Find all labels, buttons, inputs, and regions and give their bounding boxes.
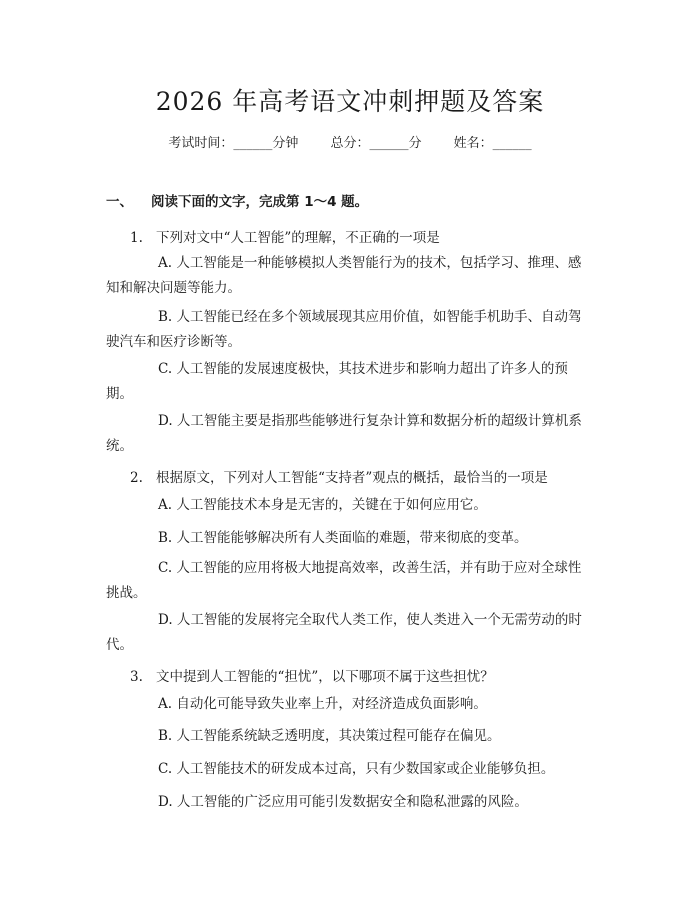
question-number: 2.: [130, 470, 143, 486]
exam-time: 考试时间：______分钟: [168, 136, 299, 151]
answer-option: B. 人工智能能够解决所有人类面临的难题，带来彻底的变革。: [158, 530, 528, 546]
question-text: 文中提到人工智能的“担忧”，以下哪项不属于这些担忧？: [156, 669, 494, 685]
question-number: 3.: [130, 669, 143, 685]
answer-option: A. 人工智能技术本身是无害的，关键在于如何应用它。: [158, 497, 487, 513]
answer-option: B. 人工智能已经在多个领域展现其应用价值，如智能手机助手、自动驾驶汽车和医疗诊断等。: [106, 309, 582, 350]
section-title: 阅读下面的文字，完成第 1～4 题。: [151, 194, 369, 210]
section-heading: [106, 190, 368, 210]
answer-option: A. 人工智能是一种能够模拟人类智能行为的技术，包括学习、推理、感知和解决问题等能力。: [106, 255, 582, 296]
question-stem: [130, 665, 494, 685]
question-stem: [130, 226, 440, 246]
answer-option: D. 人工智能的广泛应用可能引发数据安全和隐私泄露的风险。: [158, 794, 528, 810]
answer-option: A. 自动化可能导致失业率上升，对经济造成负面影响。: [158, 696, 487, 712]
question-text: 下列对文中“人工智能”的理解，不正确的一项是: [156, 230, 440, 246]
section-number: 一、: [106, 194, 133, 210]
question-number: 1.: [130, 230, 143, 246]
answer-option: D. 人工智能主要是指那些能够进行复杂计算和数据分析的超级计算机系统。: [106, 413, 582, 454]
exam-meta: [0, 132, 700, 151]
student-name: 姓名：______: [453, 136, 532, 151]
answer-option: D. 人工智能的发展将完全取代人类工作，使人类进入一个无需劳动的时代。: [106, 612, 582, 653]
page-title: 2026 年高考语文冲刺押题及答案: [155, 87, 545, 116]
answer-option: C. 人工智能的发展速度极快，其技术进步和影响力超出了许多人的预期。: [106, 361, 568, 402]
question-stem: [130, 466, 548, 486]
answer-option: C. 人工智能的应用将极大地提高效率，改善生活，并有助于应对全球性挑战。: [106, 560, 582, 601]
answer-option: B. 人工智能系统缺乏透明度，其决策过程可能存在偏见。: [158, 728, 501, 744]
answer-option: C. 人工智能技术的研发成本过高，只有少数国家或企业能够负担。: [158, 761, 555, 777]
question-text: 根据原文，下列对人工智能“支持者”观点的概括，最恰当的一项是: [156, 470, 548, 486]
exam-score: 总分：______分: [330, 136, 422, 151]
